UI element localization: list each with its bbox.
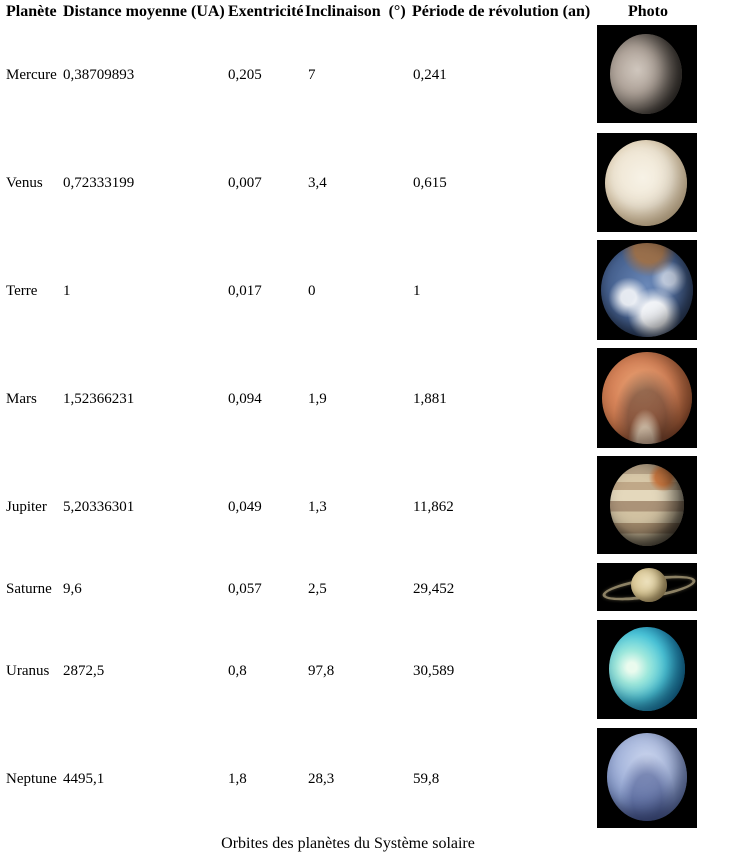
inclination-value: 2,5 [308,581,327,597]
planet-name: Neptune [6,771,57,787]
distance-value: 0,72333199 [63,175,135,191]
eccentricity-value: 0,205 [228,67,262,83]
col-header-distance: Distance moyenne (UA) [63,3,225,20]
period-value: 1,881 [413,391,447,407]
col-header-periode: Période de révolution (an) [412,3,591,20]
venus-photo [597,133,697,232]
eccentricity-value: 0,049 [228,499,262,515]
col-header-exentricite: Exentricité [228,3,304,20]
planet-name: Uranus [6,663,50,679]
distance-value: 5,20336301 [63,499,135,515]
period-value: 30,589 [413,663,455,679]
inclination-value: 3,4 [308,175,327,191]
mercure-photo [597,25,697,123]
inclination-value: 97,8 [308,663,335,679]
planet-name: Saturne [6,581,52,597]
figure-caption: Orbites des planètes du Système solaire [221,835,475,852]
period-value: 29,452 [413,581,455,597]
inclination-value: 7 [308,67,316,83]
planet-name: Terre [6,283,38,299]
inclination-value: 1,3 [308,499,327,515]
neptune-photo [597,728,697,828]
planet-name: Venus [6,175,43,191]
eccentricity-value: 0,007 [228,175,262,191]
distance-value: 1,52366231 [63,391,135,407]
mars-photo [597,348,697,448]
venus-sphere [605,140,687,226]
distance-value: 9,6 [63,581,82,597]
saturne-photo [597,563,697,611]
inclination-value: 0 [308,283,316,299]
period-value: 0,615 [413,175,447,191]
eccentricity-value: 1,8 [228,771,247,787]
period-value: 59,8 [413,771,440,787]
jupiter-sphere [610,464,684,546]
saturne-sphere [631,568,667,602]
eccentricity-value: 0,094 [228,391,262,407]
period-value: 1 [413,283,421,299]
distance-value: 0,38709893 [63,67,135,83]
jupiter-photo [597,456,697,554]
distance-value: 4495,1 [63,771,105,787]
col-header-planete: Planète [6,3,57,20]
planet-name: Mercure [6,67,57,83]
period-value: 11,862 [413,499,454,515]
eccentricity-value: 0,017 [228,283,262,299]
distance-value: 2872,5 [63,663,105,679]
mars-sphere [602,352,692,444]
neptune-sphere [607,733,687,821]
eccentricity-value: 0,8 [228,663,247,679]
uranus-sphere [609,627,685,711]
eccentricity-value: 0,057 [228,581,262,597]
inclination-value: 1,9 [308,391,327,407]
terre-photo [597,240,697,340]
planet-name: Mars [6,391,37,407]
distance-value: 1 [63,283,71,299]
planet-name: Jupiter [6,499,47,515]
col-header-inclinaison: Inclinaison (°) [305,3,406,20]
col-header-photo: Photo [628,3,668,20]
terre-sphere [601,243,693,337]
inclination-value: 28,3 [308,771,335,787]
period-value: 0,241 [413,67,447,83]
mercure-sphere [610,34,682,114]
uranus-photo [597,620,697,719]
